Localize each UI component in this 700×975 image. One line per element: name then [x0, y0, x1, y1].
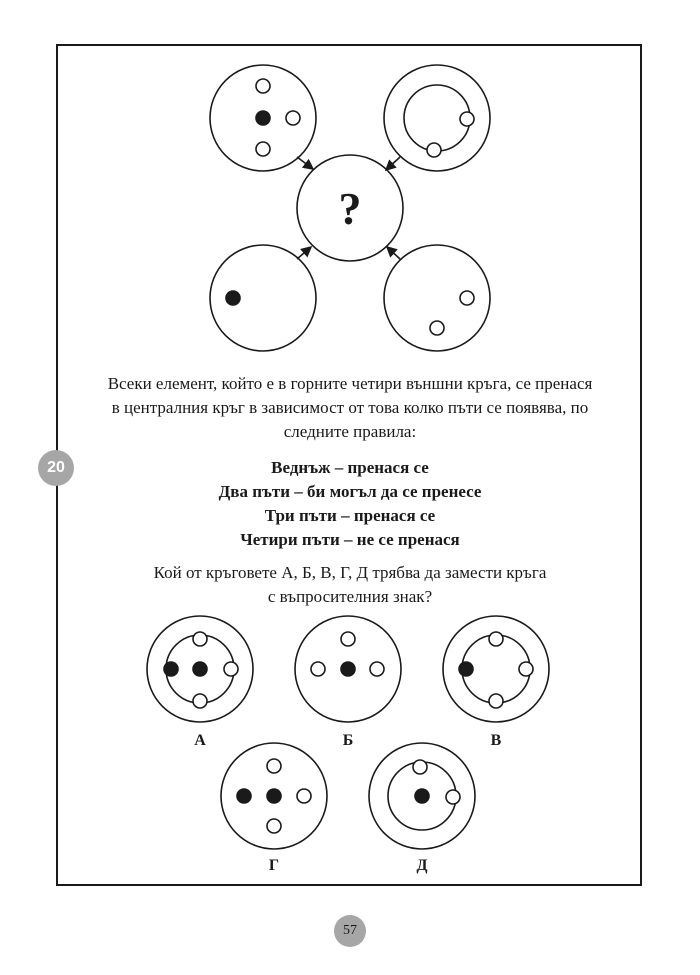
rule-line: Четири пъти – не се пренася — [240, 530, 460, 549]
rule-line: Два пъти – би могъл да се пренесе — [218, 482, 482, 501]
rule-line: Веднъж – пренася се — [271, 458, 429, 477]
question-text — [60, 561, 640, 609]
intro-line: в централния кръг в зависимост от това колко пъти се появява, по — [111, 398, 589, 417]
question-line: с въпросителния знак? — [267, 587, 433, 606]
option-a-label: А — [194, 732, 206, 749]
arrow — [386, 157, 400, 170]
intro-line: следните правила: — [283, 422, 417, 441]
option-a-circle — [147, 616, 253, 722]
arrow — [297, 157, 313, 169]
exercise-number-badge: 20 — [38, 450, 74, 486]
question-mark: ? — [338, 183, 362, 234]
option-e-label: Д — [416, 857, 428, 874]
arrow — [297, 247, 311, 259]
intro-line: Всеки елемент, който е в горните четири външни кръга, се пренася — [107, 374, 593, 393]
option-e-circle — [369, 743, 475, 849]
outer-circle-top-right — [384, 65, 490, 171]
option-d-circle — [221, 743, 327, 849]
intro-text — [60, 372, 640, 444]
option-c-label: В — [490, 732, 502, 749]
question-line: Кой от кръговете А, Б, В, Г, Д трябва да замести кръга — [153, 563, 547, 582]
outer-circle-top-left — [210, 65, 316, 171]
outer-circle-bottom-right — [384, 245, 490, 351]
rule-line: Три пъти – пренася се — [264, 506, 436, 525]
option-b-circle — [295, 616, 401, 722]
outer-circle-bottom-left — [210, 245, 316, 351]
option-d-label: Г — [268, 857, 280, 874]
rules-list — [60, 456, 640, 552]
page-number: 57 — [334, 915, 366, 947]
option-c-circle — [443, 616, 549, 722]
arrow — [387, 247, 400, 259]
option-b-label: Б — [342, 732, 354, 749]
